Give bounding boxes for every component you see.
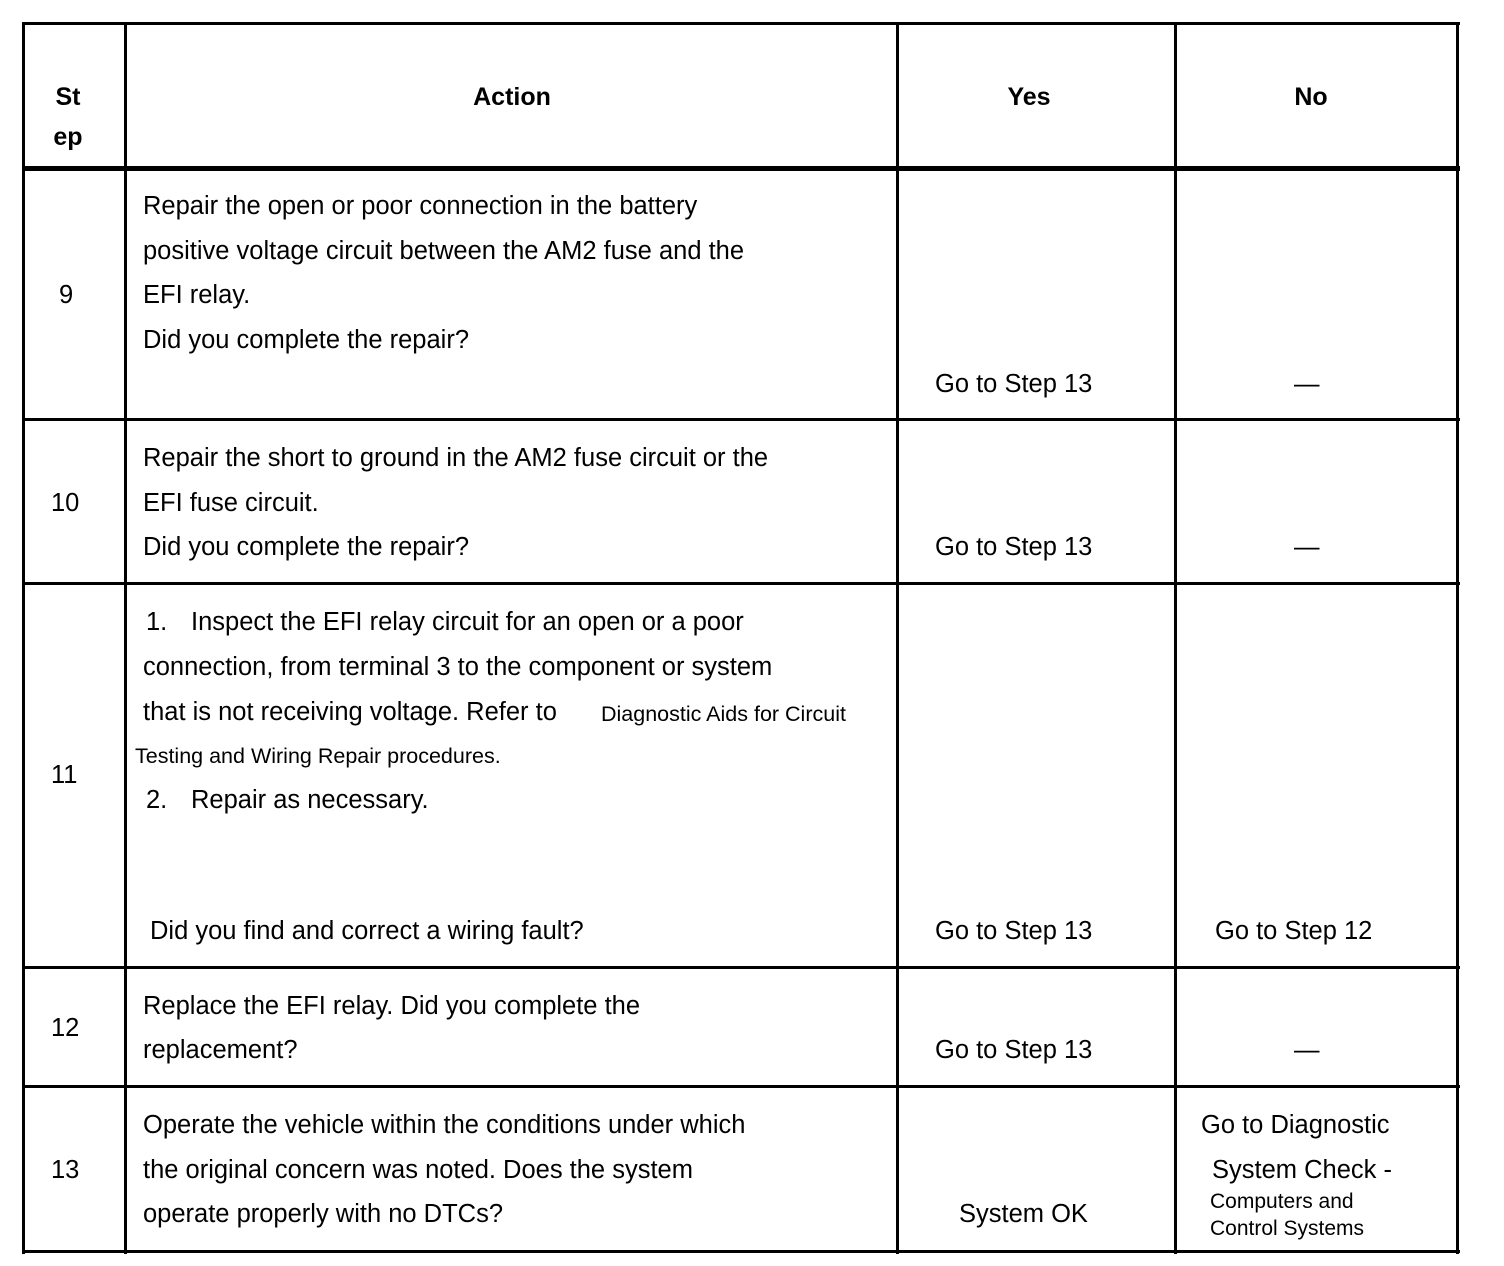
header-divider bbox=[22, 166, 1460, 171]
no-link[interactable]: Go to Diagnostic bbox=[1201, 1111, 1390, 1139]
action-question: replacement? bbox=[143, 1036, 298, 1064]
action-text: Repair the short to ground in the AM2 fuse circuit or the bbox=[143, 444, 769, 472]
action-text: EFI fuse circuit. bbox=[143, 489, 319, 517]
action-text: that is not receiving voltage. Refer to bbox=[143, 698, 557, 726]
no-link[interactable]: Computers and bbox=[1210, 1190, 1354, 1213]
grid-line bbox=[22, 22, 25, 1254]
action-question: Did you complete the repair? bbox=[143, 533, 470, 561]
list-item-number: 2. bbox=[146, 786, 168, 814]
step-number: 12 bbox=[51, 1014, 80, 1042]
grid-line bbox=[22, 418, 1460, 421]
yes-link[interactable]: Go to Step 13 bbox=[935, 917, 1093, 945]
step-number: 9 bbox=[59, 281, 74, 309]
action-question: Did you complete the repair? bbox=[143, 326, 470, 354]
header-yes: Yes bbox=[1007, 83, 1051, 111]
grid-line bbox=[22, 22, 1460, 25]
header-step-line1: St bbox=[55, 83, 81, 111]
action-text: Repair as necessary. bbox=[191, 786, 429, 814]
grid-line bbox=[1456, 22, 1459, 1254]
step-number: 11 bbox=[51, 761, 78, 789]
action-text: Repair the open or poor connection in the battery bbox=[143, 192, 698, 220]
yes-link[interactable]: Go to Step 13 bbox=[935, 533, 1093, 561]
grid-line bbox=[1174, 22, 1177, 1254]
action-question: Did you find and correct a wiring fault? bbox=[150, 917, 584, 945]
yes-value: System OK bbox=[959, 1200, 1088, 1228]
grid-line bbox=[22, 966, 1460, 969]
action-text: Inspect the EFI relay circuit for an open or a poor bbox=[191, 608, 744, 636]
action-text: EFI relay. bbox=[143, 281, 251, 309]
action-text: Replace the EFI relay. Did you complete the bbox=[143, 992, 641, 1020]
action-text: Operate the vehicle within the conditions under which bbox=[143, 1111, 746, 1139]
step-number: 13 bbox=[51, 1156, 80, 1184]
reference-link[interactable]: Testing and Wiring Repair procedures. bbox=[135, 744, 501, 768]
action-question: operate properly with no DTCs? bbox=[143, 1200, 504, 1228]
no-value: — bbox=[1294, 533, 1320, 561]
list-item-number: 1. bbox=[146, 608, 168, 636]
no-link[interactable]: Go to Step 12 bbox=[1215, 917, 1373, 945]
header-no: No bbox=[1294, 83, 1328, 111]
yes-link[interactable]: Go to Step 13 bbox=[935, 1036, 1093, 1064]
no-value: — bbox=[1294, 370, 1320, 398]
grid-line bbox=[124, 22, 127, 1254]
action-text: connection, from terminal 3 to the component or system bbox=[143, 653, 773, 681]
grid-line bbox=[22, 1085, 1460, 1088]
grid-line bbox=[896, 22, 899, 1254]
action-text: positive voltage circuit between the AM2 fuse and the bbox=[143, 237, 745, 265]
yes-link[interactable]: Go to Step 13 bbox=[935, 370, 1093, 398]
reference-link[interactable]: Diagnostic Aids for Circuit bbox=[601, 702, 846, 726]
no-link[interactable]: System Check - bbox=[1212, 1156, 1392, 1184]
grid-line bbox=[22, 582, 1460, 585]
action-text: the original concern was noted. Does the system bbox=[143, 1156, 693, 1184]
no-link[interactable]: Control Systems bbox=[1210, 1217, 1365, 1240]
header-step-line2: ep bbox=[53, 123, 83, 151]
header-action: Action bbox=[473, 83, 551, 111]
no-value: — bbox=[1294, 1036, 1320, 1064]
step-number: 10 bbox=[51, 489, 80, 517]
grid-line bbox=[22, 1250, 1460, 1253]
